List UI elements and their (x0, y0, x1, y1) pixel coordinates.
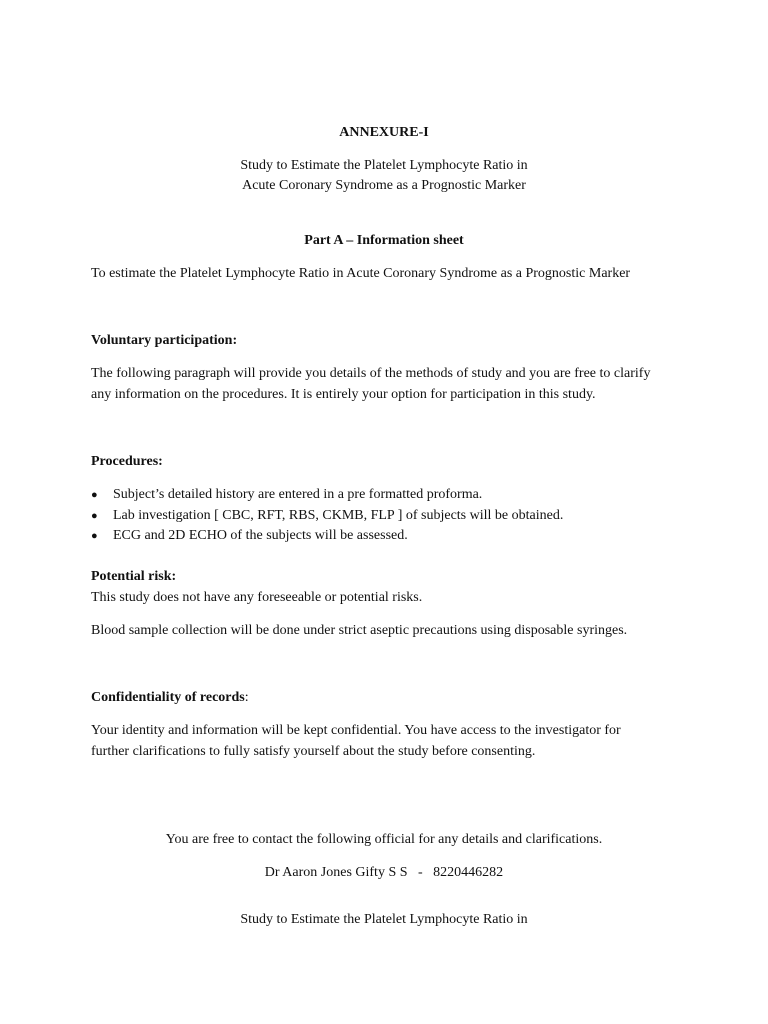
contact-intro: You are free to contact the following official for any details and clarifications. (165, 832, 603, 847)
voluntary-text-line-2: any information on the procedures. It is entirely your option for participation in this study. (91, 387, 596, 402)
objective-text: To estimate the Platelet Lymphocyte Ratio in Acute Coronary Syndrome as a Prognostic Marker (91, 266, 631, 281)
confidentiality-colon: : (244, 690, 249, 705)
confidentiality-text-line-1: Your identity and information will be kept confidential. You have access to the investigator for (91, 723, 621, 738)
risk-text-line-2: Blood sample collection will be done under strict aseptic precautions using disposable syringes. (91, 623, 628, 638)
procedures-heading: Procedures: (91, 454, 163, 469)
procedure-item-text: ECG and 2D ECHO of the subjects will be assessed. (113, 528, 408, 543)
bullet-icon: ● (91, 489, 98, 501)
voluntary-heading: Voluntary participation: (91, 333, 238, 348)
part-a-heading: Part A – Information sheet (304, 233, 464, 248)
procedure-item-text: Subject’s detailed history are entered in a pre formatted proforma. (113, 487, 483, 502)
bullet-icon: ● (91, 510, 98, 522)
contact-line: Dr Aaron Jones Gifty S S - 8220446282 (264, 865, 504, 880)
confidentiality-text-line-2: further clarifications to fully satisfy yourself about the study before consenting. (91, 744, 536, 759)
study-title-line-1: Study to Estimate the Platelet Lymphocyte Ratio in (240, 158, 528, 173)
study-title-line-2: Acute Coronary Syndrome as a Prognostic Marker (242, 178, 526, 193)
annexure-heading: ANNEXURE-I (339, 125, 429, 140)
bullet-icon: ● (91, 530, 98, 542)
confidentiality-heading: Confidentiality of records (91, 690, 245, 705)
confidentiality-heading-row (91, 689, 249, 707)
risk-heading: Potential risk: (91, 569, 177, 584)
voluntary-text-line-1: The following paragraph will provide you details of the methods of study and you are free to clarify (91, 366, 651, 381)
risk-text-line-1: This study does not have any foreseeable or potential risks. (91, 590, 423, 605)
footer-study-title: Study to Estimate the Platelet Lymphocyte Ratio in (240, 912, 528, 927)
procedure-item-text: Lab investigation [ CBC, RFT, RBS, CKMB, FLP ] of subjects will be obtained. (113, 508, 564, 523)
